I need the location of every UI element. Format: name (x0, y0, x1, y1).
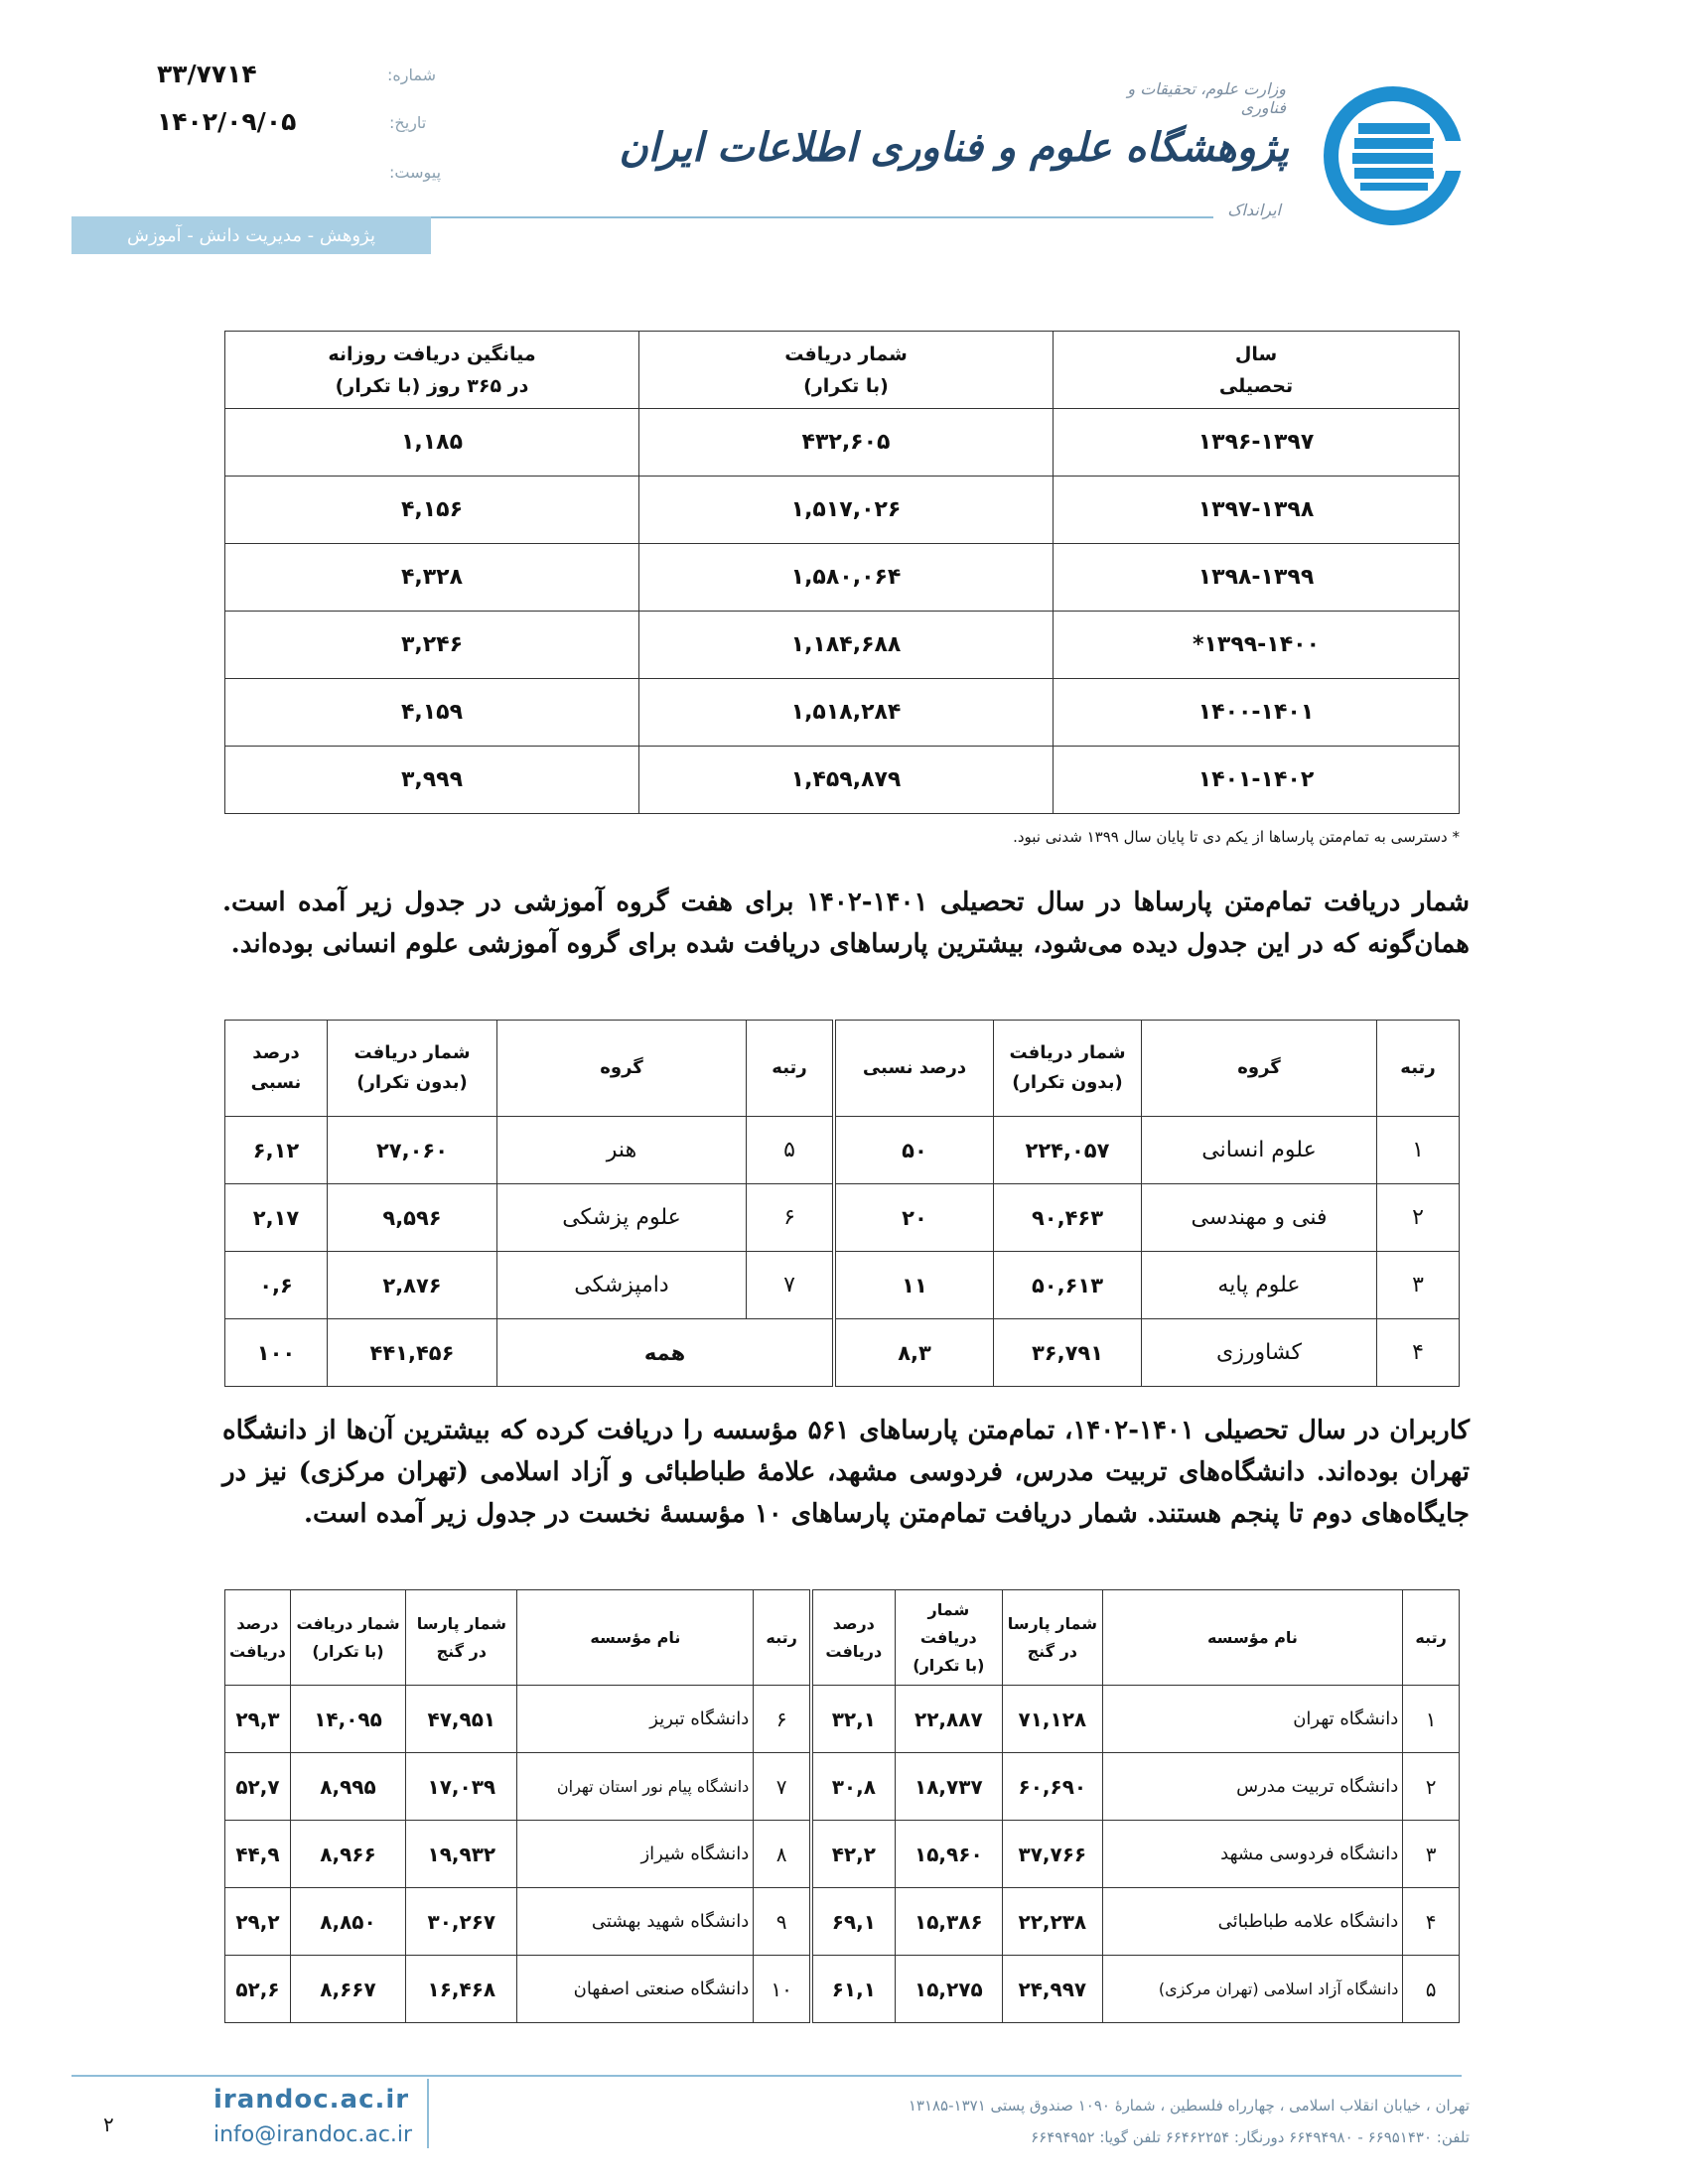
ministry-name: وزارت علوم، تحقیقات و فناوری (1127, 79, 1286, 117)
logo-emblem-icon (1319, 81, 1468, 230)
percent-cell: ۰,۶ (225, 1252, 328, 1319)
rank-cell: ۳ (1377, 1252, 1460, 1319)
header-band-text: پژوهش - مدیریت دانش - آموزش (127, 224, 375, 246)
footer-phones: تلفن: ۶۶۹۵۱۴۳۰ - ۶۶۴۹۴۹۸۰ دورنگار: ۶۶۴۶۲۲۵۴ تلفن گویا: ۶۶۴۹۴۹۵۲ (1031, 2128, 1470, 2146)
theses-cell: ۱۹,۹۳۲ (406, 1821, 517, 1888)
rank-cell: ۳ (1403, 1821, 1460, 1888)
percent-cell: ۲۹,۳ (225, 1686, 291, 1753)
count-cell: ۳۶,۷۹۱ (994, 1319, 1142, 1387)
avg-cell: ۴,۳۲۸ (225, 544, 639, 612)
count-cell: ۸,۸۵۰ (290, 1888, 405, 1956)
column-institution: نام مؤسسه (517, 1590, 754, 1686)
column-rank: رتبه (747, 1021, 835, 1117)
column-count: شمار دریافت (با تکرار) (639, 332, 1054, 409)
rank-cell: ۷ (747, 1252, 835, 1319)
letter-date: ۱۴۰۲/۰۹/۰۵ (157, 107, 297, 136)
count-cell: ۱,۵۱۸,۲۸۴ (639, 679, 1054, 747)
footer-divider (427, 2079, 429, 2148)
count-cell: ۸,۹۹۵ (290, 1753, 405, 1821)
percent-cell: ۸,۳ (834, 1319, 994, 1387)
column-theses: شمار پارسا در گنج (406, 1590, 517, 1686)
institution-cell: دانشگاه علامه طباطبائی (1102, 1888, 1403, 1956)
table-row (225, 477, 1460, 544)
percent-cell: ۱۱ (834, 1252, 994, 1319)
column-theses: شمار پارسا در گنج (1003, 1590, 1103, 1686)
theses-cell: ۱۷,۰۳۹ (406, 1753, 517, 1821)
rank-cell: ۸ (754, 1821, 811, 1888)
paragraph-groups: شمار دریافت تمام‌متن پارساها در سال تحصیلی ۱۴۰۱-۱۴۰۲ برای هفت گروه آموزشی در جدول زیر آمده است. همان‌گونه که در این جدول دیده می‌شود، بیشترین پارساهای دریافت شده برای گروه آموزشی علوم انسانی بوده‌اند. (222, 887, 1470, 959)
group-cell: فنی و مهندسی (1142, 1184, 1377, 1252)
count-cell: ۱,۴۵۹,۸۷۹ (639, 747, 1054, 814)
column-rank: رتبه (1377, 1021, 1460, 1117)
count-cell: ۵۰,۶۱۳ (994, 1252, 1142, 1319)
institution-cell: دانشگاه شهید بهشتی (517, 1888, 754, 1956)
theses-cell: ۷۱,۱۲۸ (1003, 1686, 1103, 1753)
count-cell: ۱۵,۹۶۰ (895, 1821, 1002, 1888)
count-cell: ۲۲,۸۸۷ (895, 1686, 1002, 1753)
avg-cell: ۴,۱۵۹ (225, 679, 639, 747)
groups-table (224, 1020, 1460, 1387)
column-count: شمار دریافت (بدون تکرار) (994, 1021, 1142, 1117)
column-percent: درصد نسبی (834, 1021, 994, 1117)
count-cell: ۸,۹۶۶ (290, 1821, 405, 1888)
theses-cell: ۳۷,۷۶۶ (1003, 1821, 1103, 1888)
group-cell: کشاورزی (1142, 1319, 1377, 1387)
letter-number-label: شماره: (387, 66, 437, 84)
year-cell: ۱۳۹۶-۱۳۹۷ (1054, 409, 1460, 477)
email-link[interactable]: info@irandoc.ac.ir (213, 2122, 413, 2147)
percent-cell: ۶۱,۱ (811, 1956, 895, 2023)
yearly-downloads-table (224, 331, 1460, 814)
column-count: شمار دریافت (با تکرار) (895, 1590, 1002, 1686)
column-percent: درصد دریافت (811, 1590, 895, 1686)
count-cell: ۲۲۴,۰۵۷ (994, 1117, 1142, 1184)
rank-cell: ۴ (1377, 1319, 1460, 1387)
table-row (225, 1888, 1460, 1956)
theses-cell: ۶۰,۶۹۰ (1003, 1753, 1103, 1821)
institution-cell: دانشگاه آزاد اسلامی (تهران مرکزی) (1102, 1956, 1403, 2023)
column-daily-average: میانگین دریافت روزانه در ۳۶۵ روز (با تکرار) (225, 332, 639, 409)
institution-cell: دانشگاه شیراز (517, 1821, 754, 1888)
count-cell: ۲,۸۷۶ (328, 1252, 497, 1319)
rank-cell: ۵ (1403, 1956, 1460, 2023)
institute-short-name: ایرانداک (1227, 201, 1281, 219)
table-row (225, 1252, 1460, 1319)
table-row (225, 612, 1460, 679)
rank-cell: ۶ (754, 1686, 811, 1753)
avg-cell: ۳,۹۹۹ (225, 747, 639, 814)
theses-cell: ۱۶,۴۶۸ (406, 1956, 517, 2023)
percent-cell: ۲,۱۷ (225, 1184, 328, 1252)
percent-cell: ۴۲,۲ (811, 1821, 895, 1888)
count-cell: ۱۵,۳۸۶ (895, 1888, 1002, 1956)
group-cell: علوم پزشکی (497, 1184, 747, 1252)
table-row (225, 747, 1460, 814)
institute-logo (1319, 81, 1468, 230)
group-cell: دامپزشکی (497, 1252, 747, 1319)
paragraph-institutions: کاربران در سال تحصیلی ۱۴۰۱-۱۴۰۲، تمام‌متن پارساهای ۵۶۱ مؤسسه را دریافت کرده که بیشترین آن‌ها از دانشگاه تهران بوده‌اند. دانشگاه‌های تربیت مدرس، فردوسی مشهد، علامهٔ طباطبائی و آزاد اسلامی (تهران مرکزی) نیز در جایگاه‌های دوم تا پنجم هستند. شمار دریافت تمام‌متن پارساهای ۱۰ مؤسسهٔ نخست در جدول زیر آمده است. (222, 1416, 1470, 1529)
table-row (225, 1821, 1460, 1888)
total-label-cell: همه (497, 1319, 835, 1387)
letter-number: ۳۳/۷۷۱۴ (157, 60, 257, 88)
table-row (225, 1956, 1460, 2023)
column-count: شمار دریافت (با تکرار) (290, 1590, 405, 1686)
table-row (225, 1686, 1460, 1753)
page-number: ۲ (103, 2113, 114, 2136)
year-cell: ۱۳۹۸-۱۳۹۹ (1054, 544, 1460, 612)
table-header-row (225, 1590, 1460, 1686)
rank-cell: ۱ (1377, 1117, 1460, 1184)
table-row (225, 1319, 1460, 1387)
column-group: گروه (1142, 1021, 1377, 1117)
group-cell: هنر (497, 1117, 747, 1184)
year-cell: ۱۳۹۹-۱۴۰۰* (1054, 612, 1460, 679)
count-cell: ۱,۵۱۷,۰۲۶ (639, 477, 1054, 544)
institution-cell: دانشگاه فردوسی مشهد (1102, 1821, 1403, 1888)
rank-cell: ۲ (1377, 1184, 1460, 1252)
count-cell: ۲۷,۰۶۰ (328, 1117, 497, 1184)
table-header-row (225, 1021, 1460, 1117)
rank-cell: ۱ (1403, 1686, 1460, 1753)
institute-name: پژوهشگاه علوم و فناوری اطلاعات ایران (619, 124, 1289, 171)
avg-cell: ۱,۱۸۵ (225, 409, 639, 477)
rank-cell: ۶ (747, 1184, 835, 1252)
rank-cell: ۲ (1403, 1753, 1460, 1821)
website-link[interactable]: irandoc.ac.ir (213, 2085, 410, 2115)
avg-cell: ۳,۲۴۶ (225, 612, 639, 679)
percent-cell: ۳۲,۱ (811, 1686, 895, 1753)
table-header-row (225, 332, 1460, 409)
total-percent-cell: ۱۰۰ (225, 1319, 328, 1387)
table-row (225, 544, 1460, 612)
percent-cell: ۲۰ (834, 1184, 994, 1252)
count-cell: ۱۴,۰۹۵ (290, 1686, 405, 1753)
letter-date-label: تاریخ: (389, 113, 427, 132)
rank-cell: ۹ (754, 1888, 811, 1956)
percent-cell: ۵۲,۷ (225, 1753, 291, 1821)
column-percent: درصد دریافت (225, 1590, 291, 1686)
percent-cell: ۲۹,۲ (225, 1888, 291, 1956)
rank-cell: ۵ (747, 1117, 835, 1184)
percent-cell: ۵۲,۶ (225, 1956, 291, 2023)
institution-cell: دانشگاه صنعتی اصفهان (517, 1956, 754, 2023)
count-cell: ۹,۵۹۶ (328, 1184, 497, 1252)
year-cell: ۱۴۰۱-۱۴۰۲ (1054, 747, 1460, 814)
header-band (71, 216, 431, 254)
count-cell: ۱,۱۸۴,۶۸۸ (639, 612, 1054, 679)
percent-cell: ۳۰,۸ (811, 1753, 895, 1821)
avg-cell: ۴,۱۵۶ (225, 477, 639, 544)
percent-cell: ۵۰ (834, 1117, 994, 1184)
theses-cell: ۴۷,۹۵۱ (406, 1686, 517, 1753)
column-institution: نام مؤسسه (1102, 1590, 1403, 1686)
percent-cell: ۴۴,۹ (225, 1821, 291, 1888)
table-row (225, 679, 1460, 747)
percent-cell: ۶۹,۱ (811, 1888, 895, 1956)
table1-footnote: * دسترسی به تمام‌متن پارساها از یکم دی تا پایان سال ۱۳۹۹ شدنی نبود. (1013, 828, 1460, 846)
count-cell: ۹۰,۴۶۳ (994, 1184, 1142, 1252)
count-cell: ۱۵,۲۷۵ (895, 1956, 1002, 2023)
column-year: سال تحصیلی (1054, 332, 1460, 409)
count-cell: ۸,۶۶۷ (290, 1956, 405, 2023)
group-cell: علوم پایه (1142, 1252, 1377, 1319)
column-group: گروه (497, 1021, 747, 1117)
footer-rule (71, 2075, 1462, 2077)
year-cell: ۱۴۰۰-۱۴۰۱ (1054, 679, 1460, 747)
attachment-label: پیوست: (389, 163, 442, 182)
count-cell: ۴۳۲,۶۰۵ (639, 409, 1054, 477)
column-count: شمار دریافت (بدون تکرار) (328, 1021, 497, 1117)
column-rank: رتبه (1403, 1590, 1460, 1686)
count-cell: ۱۸,۷۳۷ (895, 1753, 1002, 1821)
theses-cell: ۲۴,۹۹۷ (1003, 1956, 1103, 2023)
table-row (225, 1753, 1460, 1821)
table-row (225, 1117, 1460, 1184)
table-row (225, 409, 1460, 477)
theses-cell: ۲۲,۲۳۸ (1003, 1888, 1103, 1956)
institution-cell: دانشگاه تربیت مدرس (1102, 1753, 1403, 1821)
theses-cell: ۳۰,۲۶۷ (406, 1888, 517, 1956)
year-cell: ۱۳۹۷-۱۳۹۸ (1054, 477, 1460, 544)
column-percent: درصد نسبی (225, 1021, 328, 1117)
total-count-cell: ۴۴۱,۴۵۶ (328, 1319, 497, 1387)
rank-cell: ۴ (1403, 1888, 1460, 1956)
institution-cell: دانشگاه پیام نور استان تهران (517, 1753, 754, 1821)
institution-cell: دانشگاه تهران (1102, 1686, 1403, 1753)
institutions-table (224, 1589, 1460, 2023)
footer-address: تهران ، خیابان انقلاب اسلامی ، چهارراه فلسطین ، شمارهٔ ۱۰۹۰ صندوق پستی ۱۳۷۱-۱۳۱۸۵ (908, 2097, 1470, 2115)
group-cell: علوم انسانی (1142, 1117, 1377, 1184)
rank-cell: ۷ (754, 1753, 811, 1821)
column-rank: رتبه (754, 1590, 811, 1686)
percent-cell: ۶,۱۲ (225, 1117, 328, 1184)
rank-cell: ۱۰ (754, 1956, 811, 2023)
table-row (225, 1184, 1460, 1252)
institution-cell: دانشگاه تبریز (517, 1686, 754, 1753)
count-cell: ۱,۵۸۰,۰۶۴ (639, 544, 1054, 612)
